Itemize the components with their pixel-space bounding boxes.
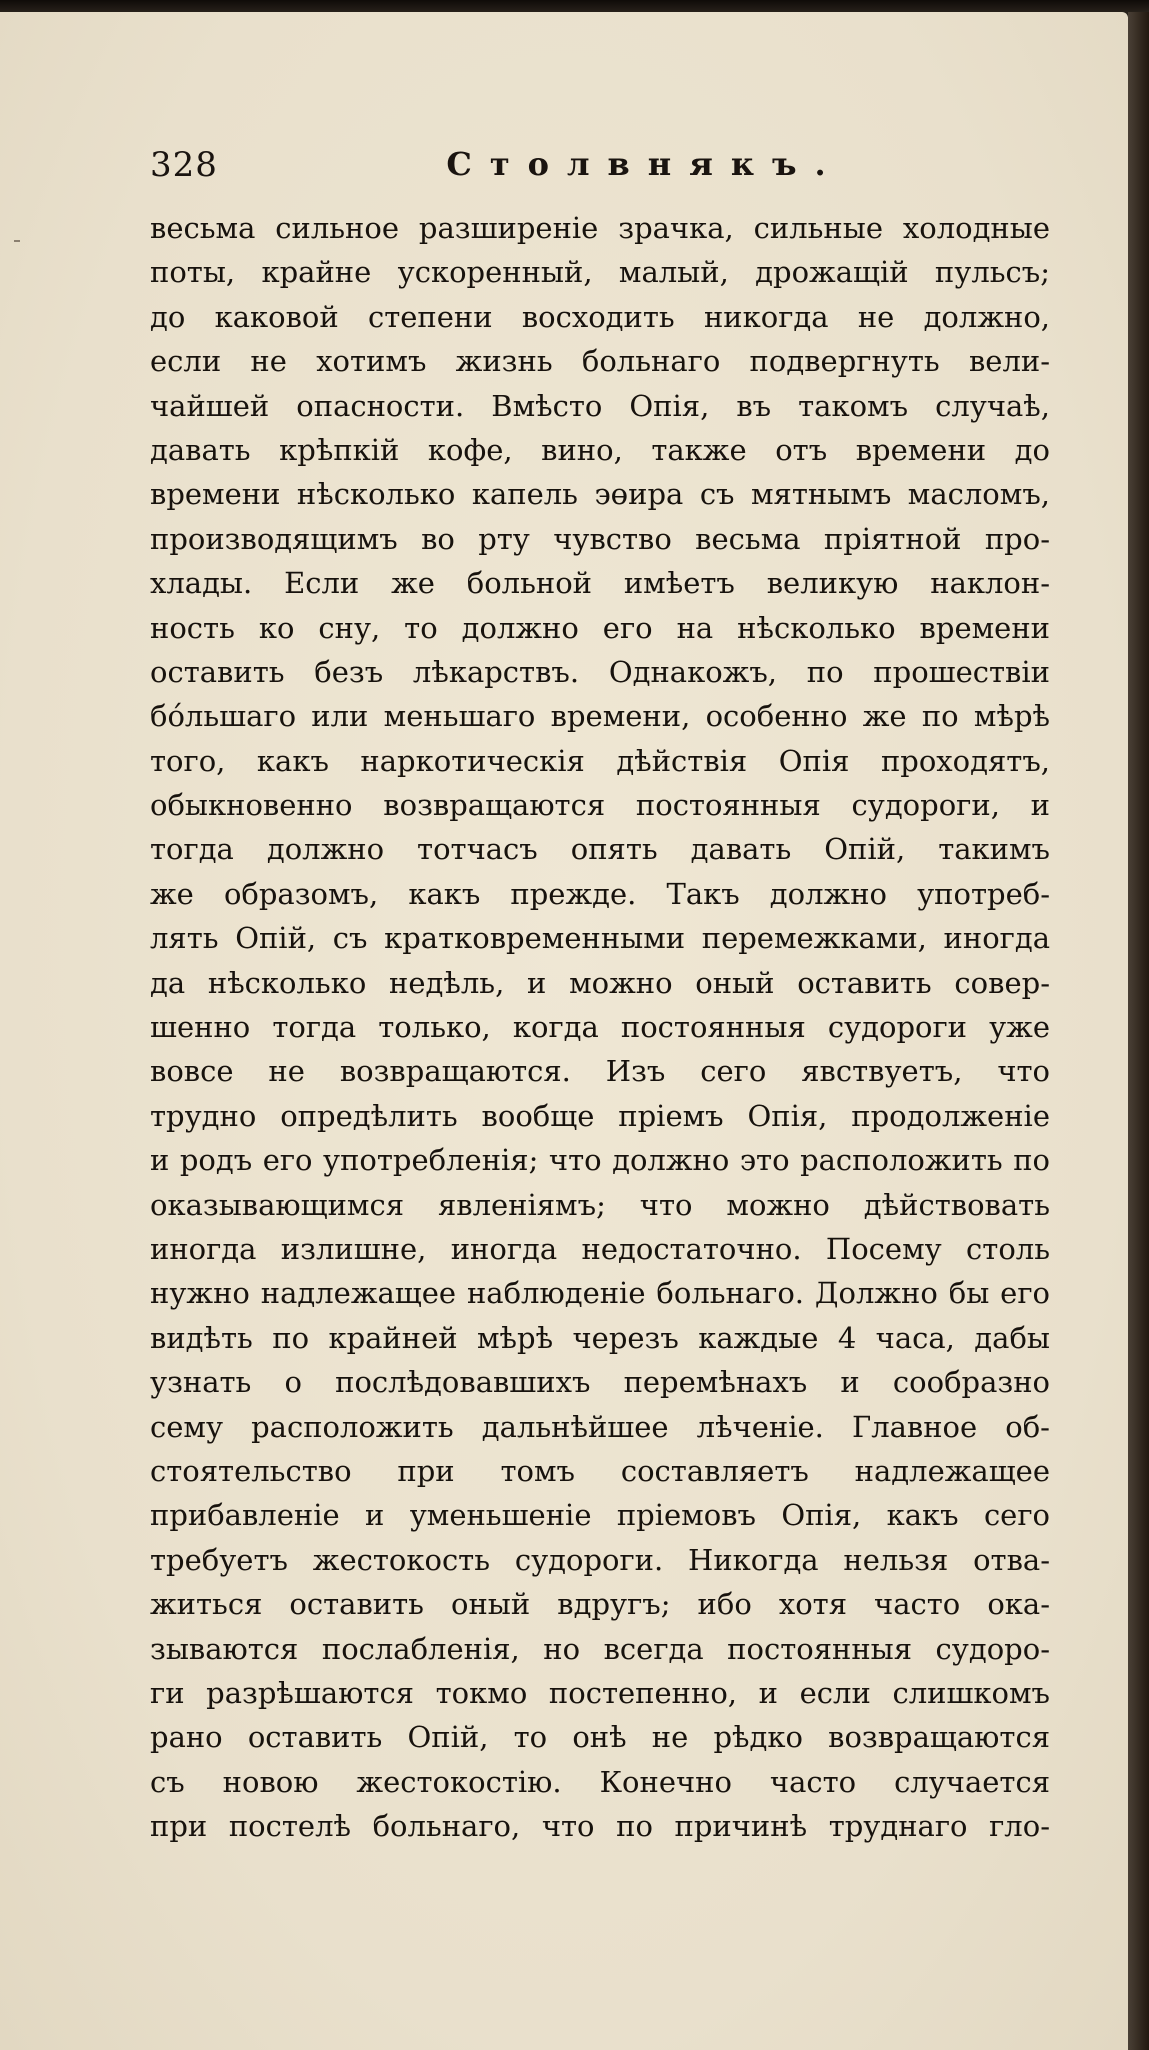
text-line: трудно опредѣлить вообще пріемъ Опія, продолженіе [150, 1098, 1050, 1133]
page-number: 328 [150, 145, 218, 185]
text-line: иногда излишне, иногда недостаточно. Посему столь [150, 1231, 1050, 1266]
text-line: ность ко сну, то должно его на нѣсколько времени [150, 610, 1050, 645]
text-line: тогда должно тотчасъ опять давать Опій, такимъ [150, 832, 1050, 867]
text-line: шенно тогда только, когда постоянныя судороги уже [150, 1010, 1050, 1045]
text-line: вовсе не возвращаются. Изъ сего явствуетъ, что [150, 1054, 1050, 1089]
text-line: съ новою жестокостію. Конечно часто случается [150, 1764, 1050, 1799]
text-line: оставить безъ лѣкарствъ. Однакожъ, по прошествіи [150, 654, 1050, 689]
text-line: производящимъ во рту чувство весьма пріятной про- [150, 521, 1050, 556]
running-head: Столвнякъ. [446, 145, 844, 183]
page-header [150, 145, 1035, 187]
text-line: времени нѣсколько капель эөира съ мятнымъ масломъ, [150, 477, 1050, 512]
text-line: чайшей опасности. Вмѣсто Опія, въ такомъ случаѣ, [150, 388, 1050, 423]
text-line: видѣть по крайней мѣрѣ черезъ каждые 4 часа, дабы [150, 1320, 1050, 1355]
text-line: оказывающимся явленіямъ; что можно дѣйствовать [150, 1187, 1050, 1222]
body-text [150, 206, 1050, 1848]
text-line: сему расположить дальнѣйшее лѣченіе. Главное об- [150, 1409, 1050, 1444]
text-line: до каковой степени восходить никогда не должно, [150, 299, 1050, 334]
text-line: требуетъ жестокость судороги. Никогда нельзя отва- [150, 1542, 1050, 1577]
text-line: узнать о послѣдовавшихъ перемѣнахъ и сообразно [150, 1365, 1050, 1400]
page-edge [1128, 12, 1149, 2050]
text-line: бóльшаго или меньшаго времени, особенно же по мѣрѣ [150, 699, 1050, 734]
text-line: того, какъ наркотическія дѣйствія Опія проходятъ, [150, 743, 1050, 778]
text-line: при постелѣ больнаго, что по причинѣ труднаго гло- [150, 1809, 1050, 1844]
margin-mark [14, 240, 20, 242]
text-line: хлады. Если же больной имѣетъ великую наклон- [150, 566, 1050, 601]
text-line: обыкновенно возвращаются постоянныя судороги, и [150, 788, 1050, 823]
text-line: да нѣсколько недѣль, и можно оный оставить совер- [150, 965, 1050, 1000]
text-line: поты, крайне ускоренный, малый, дрожащій пульсъ; [150, 255, 1050, 290]
text-line: ги разрѣшаются токмо постепенно, и если слишкомъ [150, 1675, 1050, 1710]
text-line: и родъ его употребленія; что должно это расположить по [150, 1143, 1050, 1178]
text-line: же образомъ, какъ прежде. Такъ должно употреб- [150, 876, 1050, 911]
text-line: давать крѣпкій кофе, вино, также отъ времени до [150, 432, 1050, 467]
text-line: если не хотимъ жизнь больнаго подвергнуть вели- [150, 344, 1050, 379]
text-line: житься оставить оный вдругъ; ибо хотя часто ока- [150, 1587, 1050, 1622]
text-line: прибавленіе и уменьшеніе пріемовъ Опія, какъ сего [150, 1498, 1050, 1533]
text-line: весьма сильное разширеніе зрачка, сильные холодные [150, 211, 1050, 245]
text-line: нужно надлежащее наблюденіе больнаго. Должно бы его [150, 1276, 1050, 1311]
text-line: стоятельство при томъ составляетъ надлежащее [150, 1453, 1050, 1488]
text-line: зываются послабленія, но всегда постоянныя судоро- [150, 1631, 1050, 1666]
text-line: рано оставить Опій, то онѣ не рѣдко возвращаются [150, 1720, 1050, 1755]
text-line: лять Опій, съ кратковременными перемежками, иногда [150, 921, 1050, 956]
